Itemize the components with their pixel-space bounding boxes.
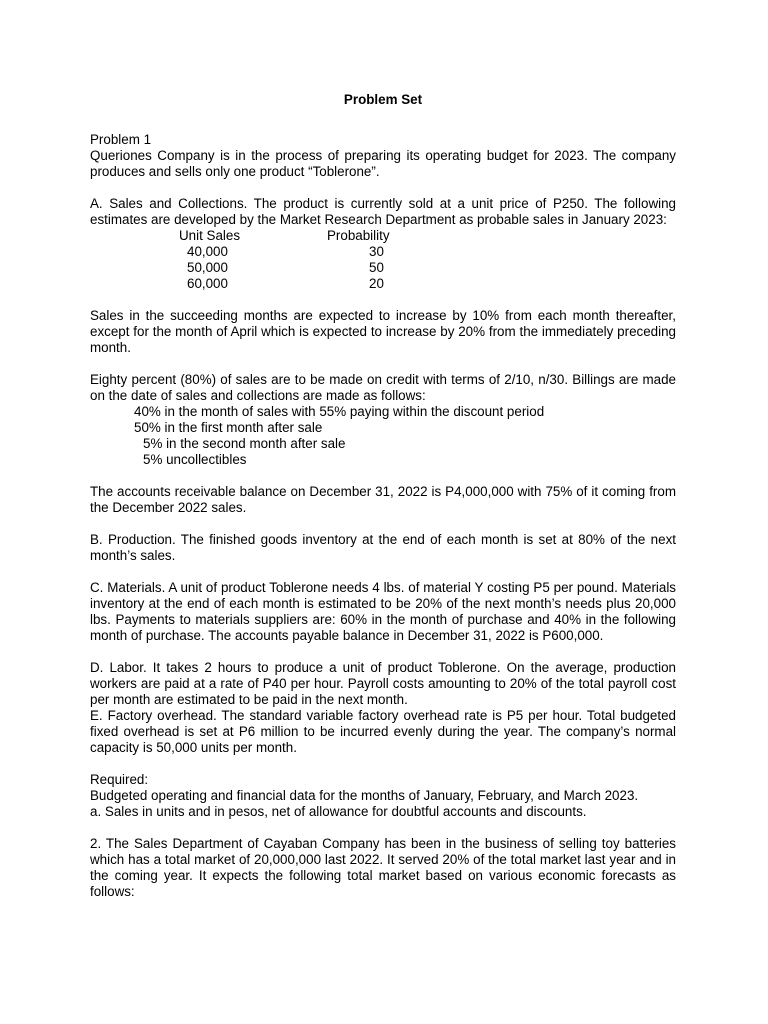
credit-terms-paragraph: Eighty percent (80%) of sales are to be made on credit with terms of 2/10, n/30. Billings are made on the date of sales and collections are made as follows: [90, 372, 676, 403]
accounts-receivable-paragraph: The accounts receivable balance on December 31, 2022 is P4,000,000 with 75% of it coming from the December 2022 sales. [90, 484, 676, 515]
sales-collections-paragraph: A. Sales and Collections. The product is currently sold at a unit price of P250. The following estimates are developed by the Market Research Department as probable sales in January 2023: [90, 196, 676, 227]
table-row [179, 276, 449, 292]
probability-cell: 30 [369, 244, 384, 259]
problem1-intro: Queriones Company is in the process of preparing its operating budget for 2023. The company produces and sells only one product “Toblerone”. [90, 148, 676, 179]
problem2-paragraph: 2. The Sales Department of Cayaban Company has been in the business of selling toy batteries which has a total market of 20,000,000 last 2022. It served 20% of the total market last year and in the coming year. It expects the following total market based on various economic forecasts as follows: [90, 836, 676, 899]
table-row [179, 260, 449, 276]
required-label: Required: [90, 772, 149, 787]
problem1-heading: Problem 1 [90, 132, 152, 147]
document-title: Problem Set [343, 92, 423, 107]
production-paragraph: B. Production. The finished goods inventory at the end of each month is set at 80% of the next month’s sales. [90, 532, 676, 563]
collection-item: 5% uncollectibles [143, 452, 247, 467]
header-unit-sales: Unit Sales [179, 228, 241, 243]
probability-cell: 20 [369, 276, 384, 291]
probability-table [179, 228, 449, 292]
collection-item: 40% in the month of sales with 55% paying within the discount period [134, 404, 545, 419]
collection-item: 5% in the second month after sale [143, 436, 346, 451]
succeeding-months-paragraph: Sales in the succeeding months are expected to increase by 10% from each month thereafter, except for the month of April which is expected to increase by 20% from the immediately preceding month. [90, 308, 676, 355]
table-header-row [179, 228, 449, 244]
unit-sales-cell: 60,000 [187, 276, 228, 291]
required-item-a: a. Sales in units and in pesos, net of allowance for doubtful accounts and discounts. [90, 804, 587, 819]
probability-cell: 50 [369, 260, 384, 275]
header-probability: Probability [327, 228, 390, 243]
table-row [179, 244, 449, 260]
factory-overhead-paragraph: E. Factory overhead. The standard variable factory overhead rate is P5 per hour. Total budgeted fixed overhead is set at P6 million to be incurred evenly during the year. The company’s normal capacity is 50,000 units per month. [90, 708, 676, 755]
unit-sales-cell: 50,000 [187, 260, 228, 275]
labor-paragraph: D. Labor. It takes 2 hours to produce a unit of product Toblerone. On the average, production workers are paid at a rate of P40 per hour. Payroll costs amounting to 20% of the total payroll cost per month are estimated to be paid in the next month. [90, 660, 676, 707]
materials-paragraph: C. Materials. A unit of product Toblerone needs 4 lbs. of material Y costing P5 per pound. Materials inventory at the end of each month is estimated to be 20% of the next month’s needs plus 20,000 lbs. Payments to materials suppliers are: 60% in the month of purchase and 40% in the following month of purchase. The accounts payable balance in December 31, 2022 is P600,000. [90, 580, 676, 643]
unit-sales-cell: 40,000 [187, 244, 228, 259]
document-page [90, 92, 676, 900]
collection-item: 50% in the first month after sale [134, 420, 323, 435]
required-text: Budgeted operating and financial data for the months of January, February, and March 2023. [90, 788, 639, 803]
